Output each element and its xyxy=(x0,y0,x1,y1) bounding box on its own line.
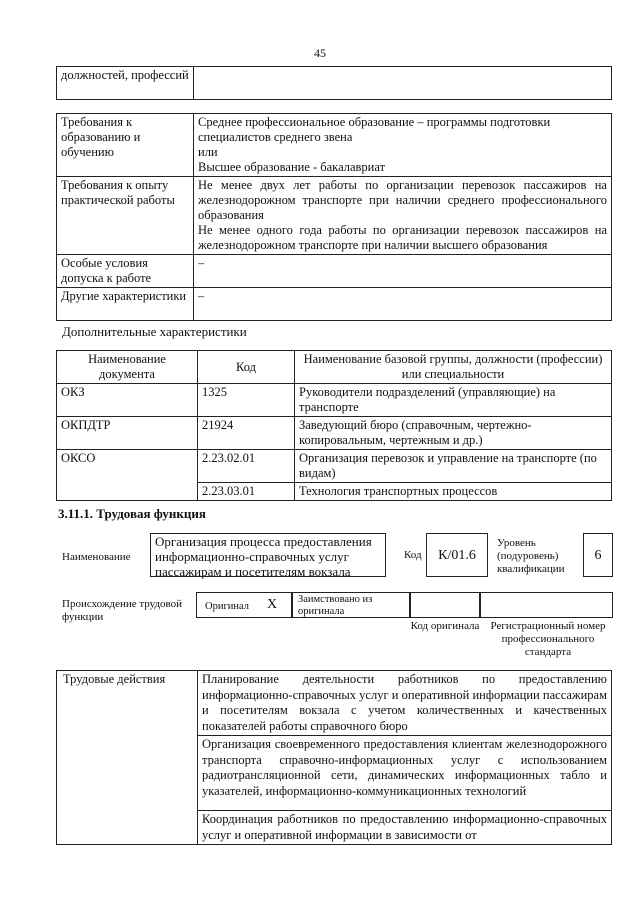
origin-code-cell xyxy=(410,592,480,618)
header-document: Наименование документа xyxy=(57,351,198,384)
labor-action-item: Планирование деятельности работников по предоставлению информационно-справочных услуг и оперативной информации пассажирам и посетителям вокзала с учетом количественных и качественных показателей работы справочного бюро xyxy=(198,671,612,736)
table-row xyxy=(57,671,612,736)
education-line: Среднее профессиональное образование – программы подготовки специалистов среднего звена xyxy=(198,115,551,144)
experience-line: Не менее двух лет работы по организации перевозок пассажиров на железнодорожном транспорте при наличии среднего профессионального образования xyxy=(198,178,607,222)
cell-doc: ОКПДТР xyxy=(57,417,198,450)
other-label: Другие характеристики xyxy=(57,288,194,321)
table-header-row xyxy=(57,351,612,384)
other-value: – xyxy=(194,288,612,321)
cell-name: Технология транспортных процессов xyxy=(295,483,612,501)
job-titles-value xyxy=(194,67,612,100)
original-mark: X xyxy=(267,597,278,612)
experience-value xyxy=(194,177,612,255)
cell-name: Заведующий бюро (справочным, чертежно-копировальным, чертежным и др.) xyxy=(295,417,612,450)
borrowed-label: Заимствовано из оригинала xyxy=(298,594,373,617)
experience-label: Требования к опыту практической работы xyxy=(57,177,194,255)
function-name-label: Наименование xyxy=(62,551,131,563)
labor-actions-label: Трудовые действия xyxy=(57,671,198,845)
function-code-label: Код xyxy=(404,549,422,561)
table-row xyxy=(57,255,612,288)
cell-doc: ОКСО xyxy=(57,450,198,501)
table-row xyxy=(57,288,612,321)
labor-action-item: Организация своевременного предоставления клиентам железнодорожного транспорта справочно-информационных услуг с использованием радиотрансляционной сети, динамических информационных табло и указателей, информационно-коммуникационных технологий xyxy=(198,736,612,811)
experience-line: Не менее одного года работы по организации перевозок пассажиров на железнодорожном транспорте при наличии высшего образования xyxy=(198,223,607,252)
table-row xyxy=(57,384,612,417)
admission-value: – xyxy=(194,255,612,288)
table-row xyxy=(57,417,612,450)
qualification-level: 6 xyxy=(583,533,613,577)
education-line: Высшее образование - бакалавриат xyxy=(198,160,386,174)
additional-title: Дополнительные характеристики xyxy=(62,324,247,339)
education-label: Требования к образованию и обучению xyxy=(57,114,194,177)
code-caption: Код оригинала xyxy=(410,620,480,632)
origin-borrowed-cell xyxy=(292,592,410,618)
cell-code: 2.23.03.01 xyxy=(198,483,295,501)
cell-doc: ОКЗ xyxy=(57,384,198,417)
function-code: К/01.6 xyxy=(426,533,488,577)
original-label: Оригинал xyxy=(205,601,249,612)
function-name: Организация процесса предоставления информационно-справочных услуг пассажирам и посетителям вокзала xyxy=(150,533,386,577)
admission-label: Особые условия допуска к работе xyxy=(57,255,194,288)
cell-code: 21924 xyxy=(198,417,295,450)
page-number: 45 xyxy=(314,46,326,60)
section-heading: 3.11.1. Трудовая функция xyxy=(58,506,206,521)
qualification-level-label: Уровень (подуровень) квалификации xyxy=(497,537,565,575)
education-value xyxy=(194,114,612,177)
origin-row xyxy=(196,592,613,618)
cell-code: 2.23.02.01 xyxy=(198,450,295,483)
origin-reg-cell xyxy=(480,592,613,618)
education-line: или xyxy=(198,145,218,159)
table-row xyxy=(57,67,612,100)
additional-table xyxy=(56,350,612,501)
job-titles-table xyxy=(56,66,612,100)
origin-label: Происхождение трудовой функции xyxy=(62,598,183,623)
reg-caption: Регистрационный номер профессионального стандарта xyxy=(490,620,606,658)
table-row xyxy=(57,177,612,255)
cell-name: Организация перевозок и управление на транспорте (по видам) xyxy=(295,450,612,483)
header-name: Наименование базовой группы, должности (профессии) или специальности xyxy=(295,351,612,384)
labor-actions-table xyxy=(56,670,612,845)
table-row xyxy=(57,450,612,483)
cell-code: 1325 xyxy=(198,384,295,417)
cell-name: Руководители подразделений (управляющие) на транспорте xyxy=(295,384,612,417)
job-titles-label: должностей, профессий xyxy=(57,67,194,100)
origin-original-cell xyxy=(196,592,292,618)
table-row xyxy=(57,114,612,177)
labor-action-item: Координация работников по предоставлению информационно-справочных услуг и оперативной информации в зависимости от xyxy=(198,811,612,845)
header-code: Код xyxy=(198,351,295,384)
requirements-table xyxy=(56,113,612,321)
